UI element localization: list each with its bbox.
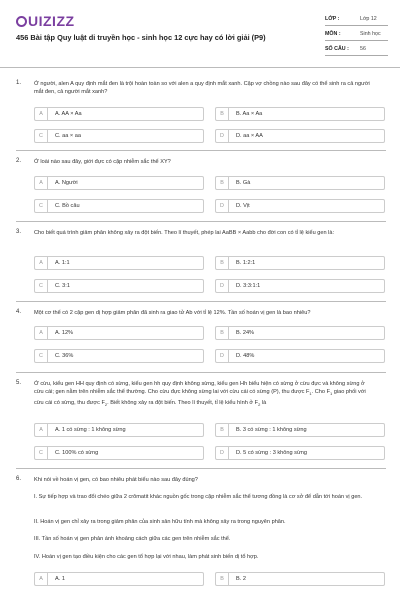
option-c[interactable]: C C. 3:1 (34, 279, 204, 293)
option-b[interactable]: B B. Gà (215, 176, 385, 190)
statement-4: IV. Hoán vị gen tạo điều kiện cho các gen tổ hợp lại với nhau, làm phát sinh biến dị tổ hợp. (34, 554, 259, 560)
option-b[interactable]: B B. 3 có sừng : 1 không sừng (215, 423, 385, 437)
meta-subject: MÔN : Sinh học (325, 28, 388, 41)
question-text: Ở loài nào sau đây, giới đực có cặp nhiễm sắc thể XY? (34, 159, 171, 165)
document-header (0, 0, 400, 68)
option-b[interactable]: B B. 24% (215, 326, 385, 340)
divider (16, 150, 386, 151)
option-a[interactable]: A A. 1:1 (34, 256, 204, 270)
option-a[interactable]: A A. 1 có sừng : 1 không sừng (34, 423, 204, 437)
option-b[interactable]: B B. Aa × Aa (215, 107, 385, 121)
question-number: 4. (16, 309, 22, 315)
quizizz-logo: UIZIZZ (16, 13, 75, 29)
divider (16, 372, 386, 373)
question-number: 3. (16, 229, 22, 235)
statement-3: III. Tần số hoán vị gen phản ánh khoảng cách giữa các gen trên nhiễm sắc thể. (34, 536, 231, 542)
option-b[interactable]: B B. 1:2:1 (215, 256, 385, 270)
option-c[interactable]: C C. 36% (34, 349, 204, 363)
option-a[interactable]: A A. AA × Aa (34, 107, 204, 121)
divider (16, 468, 386, 469)
option-c[interactable]: C C. aa × aa (34, 129, 204, 143)
question-number: 2. (16, 158, 22, 164)
option-c[interactable]: C C. 100% có sừng (34, 446, 204, 460)
document-title: 456 Bài tập Quy luật di truyền học - sinh học 12 cực hay có lời giải (P9) (16, 33, 266, 42)
option-a[interactable]: A A. Người (34, 176, 204, 190)
question-number: 6. (16, 476, 22, 482)
question-text: Cho biết quá trình giảm phân không xảy ra đột biến. Theo lí thuyết, phép lai AaBB × Aabb cho đời con có tỉ lệ kiểu gen là: (34, 230, 335, 236)
statement-1: I. Sự tiếp hợp và trao đổi chéo giữa 2 crômatit khác nguồn gốc trong cặp nhiễm sắc thể tương đồng là cơ sở để dẫn tới hoán vị gen. (34, 494, 363, 500)
option-d[interactable]: D D. 5 có sừng : 3 không sừng (215, 446, 385, 460)
question-text: Một cơ thể có 2 cặp gen dị hợp giảm phân đã sinh ra giao tử Ab với tỉ lệ 12%. Tần số hoán vị gen là bao nhiêu? (34, 310, 311, 316)
meta-question-count: SỐ CÂU : 56 (325, 43, 388, 56)
logo-q-ring-icon (16, 16, 27, 27)
option-d[interactable]: D D. 3:3:1:1 (215, 279, 385, 293)
question-text: Ở người, alen A quy định mắt đen là trội hoàn toàn so với alen a quy định mắt xanh. Cặp vợ chồng nào sau đây có thể sinh ra cả người mắt đen, cả người mắt xanh? (34, 81, 370, 96)
option-a[interactable]: A A. 1 (34, 572, 204, 586)
divider (16, 301, 386, 302)
question-number: 1. (16, 80, 22, 86)
option-a[interactable]: A A. 12% (34, 326, 204, 340)
option-d[interactable]: D D. aa × AA (215, 129, 385, 143)
option-c[interactable]: C C. Bồ câu (34, 199, 204, 213)
option-b[interactable]: B B. 2 (215, 572, 385, 586)
divider (16, 221, 386, 222)
option-d[interactable]: D D. Vịt (215, 199, 385, 213)
question-text: Ở cừu, kiểu gen HH quy định có sừng, kiểu gen hh quy định không sừng, kiểu gen Hh biểu hiện có sừng ở cừu đực và không sừng ở cừu cái; gen nằm trên nhiễm sắc thể thường. Cho cừu đực không sừng lai với cừu cái có sừng (P), thu được $F_1$. Cho $F_1$ giao phối với cừu cái có sừng, thu được $F_2$. Biết không xảy ra đột biến. Theo lí thuyết, tỉ lệ kiểu hình ở $F_2$ là (34, 381, 366, 407)
statement-2: II. Hoán vị gen chỉ xảy ra trong giảm phân của sinh sản hữu tính mà không xảy ra trong nguyên phân. (34, 519, 286, 525)
meta-class: LỚP : Lớp 12 (325, 13, 388, 26)
option-d[interactable]: D D. 48% (215, 349, 385, 363)
question-number: 5. (16, 380, 22, 386)
question-text: Khi nói về hoán vị gen, có bao nhiêu phát biểu nào sau đây đúng? (34, 477, 198, 483)
